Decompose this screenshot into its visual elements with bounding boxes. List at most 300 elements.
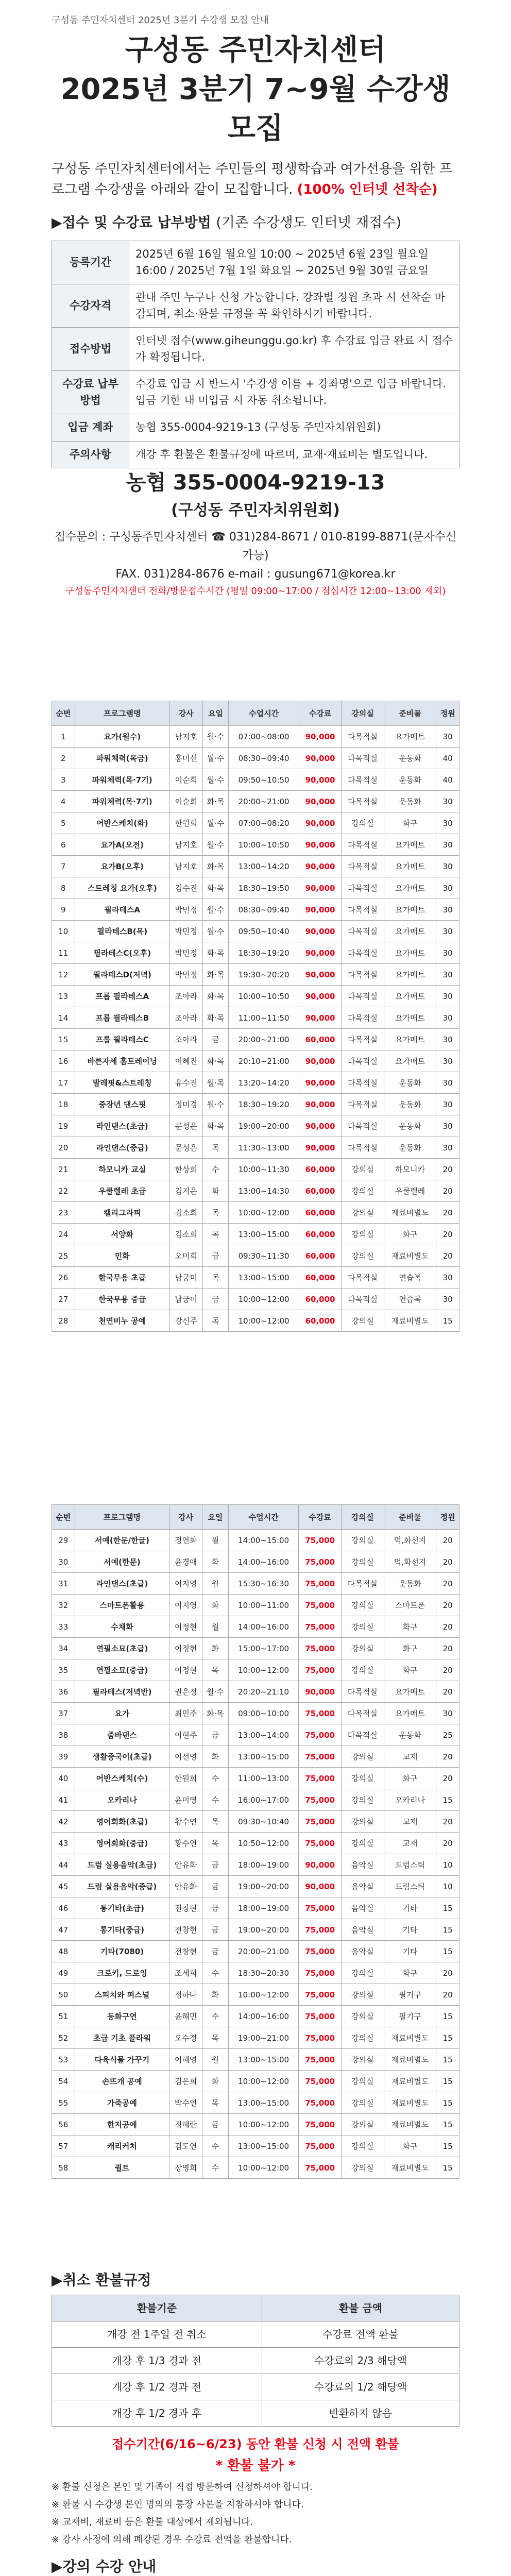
table-row <box>52 942 459 964</box>
table-cell: 금 <box>202 1897 228 1919</box>
table-cell: 20 <box>436 1530 459 1551</box>
table-cell: 11:00~13:00 <box>228 1768 299 1789</box>
table-cell: 드럼 실용음악(중급) <box>75 1876 169 1897</box>
column-header: 준비물 <box>384 1505 436 1530</box>
table-cell: 화구 <box>384 1962 436 1984</box>
table-cell: 20 <box>436 1616 459 1638</box>
intro-red: (100% 인터넷 선착순) <box>297 182 438 197</box>
table-cell: 30 <box>436 1072 459 1094</box>
table-cell: 10:00~12:00 <box>228 1659 299 1681</box>
table-cell: 김도연 <box>169 2136 202 2157</box>
table-cell: 11:30~13:00 <box>229 1137 299 1159</box>
table-cell: 이혜영 <box>169 2049 202 2071</box>
table-cell: 수 <box>202 1962 228 1984</box>
table-cell: 초급 기초 플라워 <box>75 2027 169 2049</box>
table-row <box>52 1224 459 1245</box>
table-cell: 요가(월수) <box>75 726 169 748</box>
table-cell: 어반스케치(수) <box>75 1768 169 1789</box>
table-cell: 32 <box>52 1595 75 1616</box>
refund-row <box>52 2321 459 2348</box>
table-cell: 재료비별도 <box>384 2114 436 2136</box>
table-cell: 운동화 <box>384 769 436 791</box>
bank-account: 농협 355-0004-9219-13 <box>126 471 385 495</box>
table-row <box>52 1180 459 1202</box>
table-cell: 09:50~10:50 <box>229 769 299 791</box>
table-cell: 75,000 <box>299 2027 342 2049</box>
table-cell: 정혜란 <box>169 2114 202 2136</box>
table-cell: 19:00~20:00 <box>228 1876 299 1897</box>
table-cell: 화 <box>202 1595 228 1616</box>
table-cell: 어반스케치(화) <box>75 812 169 834</box>
refund-cell: 개강 후 1/2 경과 후 <box>52 2400 262 2427</box>
table-cell: 다목적실 <box>342 877 384 899</box>
table-cell: 15 <box>436 2006 459 2027</box>
table-cell: 10:50~12:00 <box>228 1833 299 1854</box>
table-cell: 다목적실 <box>341 1724 384 1746</box>
table-cell: 안유화 <box>169 1876 202 1897</box>
table-cell: 화·목 <box>202 856 229 877</box>
table-cell: 수 <box>202 1768 228 1789</box>
table-cell: 14:00~15:00 <box>228 1530 299 1551</box>
table-cell: 요가B(오후) <box>75 856 169 877</box>
table-cell: 30 <box>436 726 459 748</box>
info-value: 농협 355-0004-9219-13 (구성동 주민자치위원회) <box>129 414 459 442</box>
table-cell: 75,000 <box>299 2136 342 2157</box>
column-header: 프로그램명 <box>75 1505 169 1530</box>
table-cell: 40 <box>436 769 459 791</box>
table-cell: 다목적실 <box>342 921 384 942</box>
table-cell: 화·목 <box>202 942 229 964</box>
table-cell: 스피치와 퍼스널 <box>75 1984 169 2006</box>
info-label: 등록기간 <box>52 241 129 284</box>
table-cell: 남궁미 <box>169 1289 202 1310</box>
table-cell: 강의실 <box>341 1811 384 1833</box>
table-row <box>52 1202 459 1224</box>
table-cell: 월·수 <box>202 726 229 748</box>
table-cell: 52 <box>52 2027 75 2049</box>
section-title <box>52 211 459 231</box>
table-cell: 강의실 <box>342 1310 384 1332</box>
table-cell: 서예(한문) <box>75 1551 169 1573</box>
table-cell: 20 <box>436 1245 459 1267</box>
table-cell: 10 <box>52 921 75 942</box>
table-cell: 10:00~10:50 <box>229 834 299 856</box>
table-cell: 발레핏&스트레칭 <box>75 1072 169 1094</box>
table-cell: 강의실 <box>341 2071 384 2092</box>
info-value: 관내 주민 누구나 신청 가능합니다. 강좌별 정원 초과 시 선착순 마감되며, 취소·환불 규정을 꼭 확인하시기 바랍니다. <box>129 284 459 328</box>
table-cell: 오수정 <box>169 2027 202 2049</box>
table-row <box>52 812 459 834</box>
table-cell: 30 <box>436 1007 459 1029</box>
table-row <box>52 1007 459 1029</box>
table-cell: 목 <box>202 1310 229 1332</box>
table-cell: 캘리그라피 <box>75 1202 169 1224</box>
table-cell: 박민정 <box>169 899 202 921</box>
table-cell: 13:00~15:00 <box>228 1746 299 1768</box>
table-cell: 하모니카 <box>384 1159 436 1180</box>
table-cell: 김은희 <box>169 2071 202 2092</box>
table-cell: 화·목 <box>202 877 229 899</box>
table-cell: 다목적실 <box>341 1681 384 1703</box>
table-row <box>52 1638 459 1659</box>
table-cell: 08:30~09:40 <box>229 748 299 769</box>
table-cell: 홍미선 <box>169 748 202 769</box>
table-cell: 15 <box>436 2157 459 2179</box>
table-cell: 60,000 <box>299 1202 341 1224</box>
table-cell: 재료비별도 <box>384 1245 436 1267</box>
table-cell: 화 <box>202 1984 228 2006</box>
table-cell: 15 <box>52 1029 75 1050</box>
table-cell: 연필소묘(중급) <box>75 1659 169 1681</box>
table-cell: 이정현 <box>169 1659 202 1681</box>
table-cell: 강의실 <box>342 1224 384 1245</box>
table-cell: 20:00~21:00 <box>229 791 299 812</box>
column-header: 강사 <box>169 701 202 726</box>
table-cell: 재료비별도 <box>384 2071 436 2092</box>
table-cell: 90,000 <box>299 1007 341 1029</box>
table-cell: 14:00~16:00 <box>228 1551 299 1573</box>
table-cell: 17 <box>52 1072 75 1094</box>
table-cell: 목 <box>202 1811 228 1833</box>
table-cell: 손뜨개 공예 <box>75 2071 169 2092</box>
table-cell: 월 <box>202 1530 228 1551</box>
table-cell: 90,000 <box>299 964 341 986</box>
table-cell: 중장년 댄스핏 <box>75 1094 169 1115</box>
table-cell: 46 <box>52 1897 75 1919</box>
table-cell: 재료비별도 <box>384 1202 436 1224</box>
table-cell: 14:00~16:00 <box>228 1616 299 1638</box>
table-cell: 화구 <box>384 1224 436 1245</box>
table-cell: 90,000 <box>299 1115 341 1137</box>
table-cell: 다목적실 <box>342 964 384 986</box>
table-cell: 안유화 <box>169 1854 202 1876</box>
table-row <box>52 1310 459 1332</box>
table-cell: 30 <box>52 1551 75 1573</box>
table-cell: 22 <box>52 1180 75 1202</box>
table-cell: 우쿨렐레 <box>384 1180 436 1202</box>
table-cell: 07:00~08:20 <box>229 812 299 834</box>
contact-line1: 접수문의 : 구성동주민자치센터 ☎ 031)284-8671 / 010-8199-8871(문자수신가능) <box>54 531 457 562</box>
table-cell: 90,000 <box>299 877 341 899</box>
table-cell: 요가매트 <box>384 877 436 899</box>
table-cell: 15 <box>436 2027 459 2049</box>
table-cell: 30 <box>436 986 459 1007</box>
column-header: 준비물 <box>384 701 436 726</box>
intro-lead: 구성동 주민자치센터에서는 주민들의 평생학습과 여가선용을 위한 프로그램 수강생을 아래와 같이 모집합니다. <box>52 161 452 197</box>
table-cell: 13:20~14:20 <box>229 1072 299 1094</box>
refund-note: ※ 환불 시 수강생 본인 명의의 통장 사본을 지참하셔야 합니다. <box>52 2499 304 2510</box>
table-cell: 30 <box>436 856 459 877</box>
table-cell: 남지호 <box>169 856 202 877</box>
table-cell: 월·수 <box>202 812 229 834</box>
table-cell: 20 <box>436 1811 459 1833</box>
table-cell: 요가매트 <box>384 986 436 1007</box>
table-cell: 09:00~10:00 <box>228 1703 299 1724</box>
table-cell: 화 <box>202 1180 229 1202</box>
table-cell: 음악실 <box>341 1897 384 1919</box>
info-label: 수강료 납부방법 <box>52 371 129 414</box>
table-cell: 3 <box>52 769 75 791</box>
table-cell: 수 <box>202 2136 228 2157</box>
table-cell: 14:00~16:00 <box>228 2006 299 2027</box>
table-cell: 7 <box>52 856 75 877</box>
info-row <box>52 328 459 371</box>
table-cell: 생활중국어(초급) <box>75 1746 169 1768</box>
table-cell: 이선영 <box>169 1746 202 1768</box>
table-cell: 15 <box>436 1941 459 1962</box>
table-cell: 통기타(중급) <box>75 1919 169 1941</box>
table-row <box>52 921 459 942</box>
table-cell: 이지영 <box>169 1573 202 1595</box>
table-cell: 15:00~17:00 <box>228 1638 299 1659</box>
table-cell: 전창현 <box>169 1897 202 1919</box>
table-cell: 강의실 <box>341 1530 384 1551</box>
table-cell: 21 <box>52 1159 75 1180</box>
table-cell: 10 <box>436 1876 459 1897</box>
table-cell: 서양화 <box>75 1224 169 1245</box>
table-cell: 유수진 <box>169 1072 202 1094</box>
table-cell: 75,000 <box>299 1638 342 1659</box>
table-cell: 90,000 <box>299 748 341 769</box>
table-cell: 15 <box>436 2136 459 2157</box>
table-cell: 드럼스틱 <box>384 1876 436 1897</box>
table-cell: 화·목 <box>202 986 229 1007</box>
bank-owner: (구성동 주민자치위원회) <box>171 501 340 519</box>
table-row <box>52 1984 459 2006</box>
table-cell: 15 <box>436 2092 459 2114</box>
table-cell: 20 <box>436 1659 459 1681</box>
table-cell: 75,000 <box>299 1789 342 1811</box>
column-header: 수업시간 <box>228 1505 299 1530</box>
table-cell: 재료비별도 <box>384 2157 436 2179</box>
course-table-2-section <box>0 1484 511 2257</box>
table-cell: 75,000 <box>299 2049 342 2071</box>
refund-table <box>52 2295 459 2427</box>
table-cell: 16 <box>52 1050 75 1072</box>
table-cell: 남지호 <box>169 834 202 856</box>
table-cell: 월·수 <box>202 834 229 856</box>
table-cell: 15:30~16:30 <box>228 1573 299 1595</box>
table-cell: 09:50~10:40 <box>229 921 299 942</box>
table-cell: 24 <box>52 1224 75 1245</box>
table-row <box>52 2071 459 2092</box>
course-table-1-section <box>0 680 511 1484</box>
table-cell: 다목적실 <box>342 1094 384 1115</box>
table-cell: 30 <box>436 899 459 921</box>
table-cell: 이정현 <box>169 1638 202 1659</box>
column-header: 요일 <box>202 1505 228 1530</box>
table-cell: 11:00~11:50 <box>229 1007 299 1029</box>
table-cell: 필라테스B(목) <box>75 921 169 942</box>
table-cell: 화 <box>202 1746 228 1768</box>
table-cell: 10:00~12:00 <box>229 1310 299 1332</box>
table-row <box>52 1551 459 1573</box>
table-cell: 파워체력(목·7기) <box>75 791 169 812</box>
table-cell: 20 <box>436 1984 459 2006</box>
column-header: 강사 <box>169 1505 202 1530</box>
table-cell: 다목적실 <box>342 726 384 748</box>
table-row <box>52 1137 459 1159</box>
table-cell: 연습복 <box>384 1289 436 1310</box>
table-cell: 35 <box>52 1659 75 1681</box>
table-cell: 51 <box>52 2006 75 2027</box>
table-cell: 목 <box>202 1224 229 1245</box>
refund-notes <box>52 2479 459 2548</box>
table-cell: 30 <box>436 791 459 812</box>
table-cell: 요가매트 <box>384 834 436 856</box>
table-cell: 13:00~15:00 <box>229 1224 299 1245</box>
table-cell: 75,000 <box>299 2157 342 2179</box>
table-cell: 운동화 <box>384 1573 436 1595</box>
refund-note: ※ 강사 사정에 의해 폐강된 경우 수강료 전액을 환불합니다. <box>52 2534 292 2545</box>
table-cell: 금 <box>202 2114 228 2136</box>
table-cell: 강의실 <box>341 1962 384 1984</box>
column-header: 수업시간 <box>229 701 299 726</box>
info-table <box>52 241 459 468</box>
table-cell: 18:30~19:50 <box>229 877 299 899</box>
table-cell: 1 <box>52 726 75 748</box>
table-cell: 강의실 <box>341 2136 384 2157</box>
table-cell: 90,000 <box>299 899 341 921</box>
table-cell: 90,000 <box>299 986 341 1007</box>
refund-cell: 개강 후 1/2 경과 전 <box>52 2374 262 2400</box>
table-cell: 필라테스D(저녁) <box>75 964 169 986</box>
table-cell: 40 <box>436 748 459 769</box>
table-cell: 화·목 <box>202 1115 229 1137</box>
table-cell: 90,000 <box>299 791 341 812</box>
table-cell: 화·목 <box>202 1703 228 1724</box>
table-cell: 23 <box>52 1202 75 1224</box>
table-row <box>52 2157 459 2179</box>
column-header: 정원 <box>436 701 459 726</box>
refund-note: ※ 교재비, 재료비 등은 환불 대상에서 제외됩니다. <box>52 2517 253 2528</box>
course-table-1 <box>52 701 459 1332</box>
table-cell: 강의실 <box>341 1833 384 1854</box>
refund-note: ※ 환불 신청은 본인 및 가족이 직접 방문하여 신청하셔야 합니다. <box>52 2482 313 2493</box>
table-cell: 25 <box>436 1724 459 1746</box>
table-cell: 75,000 <box>299 1941 342 1962</box>
table-cell: 60,000 <box>299 1310 341 1332</box>
table-cell: 필기구 <box>384 2006 436 2027</box>
table-cell: 10:00~12:00 <box>228 2157 299 2179</box>
table-cell: 한지공예 <box>75 2114 169 2136</box>
contact-line2: FAX. 031)284-8676 e-mail : gusung671@korea.kr <box>115 568 396 581</box>
table-cell: 19 <box>52 1115 75 1137</box>
table-cell: 운동화 <box>384 1072 436 1094</box>
table-cell: 서예(한문/한글) <box>75 1530 169 1551</box>
table-cell: 75,000 <box>299 1573 342 1595</box>
table-cell: 장명희 <box>169 2157 202 2179</box>
table-cell: 금 <box>202 1724 228 1746</box>
table-row <box>52 1681 459 1703</box>
column-header: 프로그램명 <box>75 701 169 726</box>
table-cell: 강의실 <box>341 1551 384 1573</box>
table-row <box>52 726 459 748</box>
table-cell: 이현주 <box>169 1724 202 1746</box>
table-cell: 20 <box>436 1681 459 1703</box>
table-cell: 강의실 <box>341 2006 384 2027</box>
table-cell: 75,000 <box>299 1530 342 1551</box>
table-cell: 한원희 <box>169 812 202 834</box>
info-value: 2025년 6월 16일 월요일 10:00 ~ 2025년 6월 23일 월요일 16:00 / 2025년 7월 1일 화요일 ~ 2025년 9월 30일 금요일 <box>129 241 459 284</box>
table-cell: 금 <box>202 1919 228 1941</box>
table-row <box>52 1115 459 1137</box>
table-row <box>52 1919 459 1941</box>
table-cell: 한국무용 중급 <box>75 1289 169 1310</box>
table-cell: 요가매트 <box>384 942 436 964</box>
refund-row <box>52 2374 459 2400</box>
table-cell: 월·수 <box>202 748 229 769</box>
table-cell: 90,000 <box>299 856 341 877</box>
table-cell: 화·목 <box>202 791 229 812</box>
table-cell: 이혜진 <box>169 1050 202 1072</box>
table-cell: 조아라 <box>169 986 202 1007</box>
refund-row <box>52 2400 459 2427</box>
table-cell: 조아라 <box>169 1029 202 1050</box>
table-cell: 다목적실 <box>342 1289 384 1310</box>
table-cell: 수 <box>202 2157 228 2179</box>
refund-row <box>52 2348 459 2374</box>
table-cell: 50 <box>52 1984 75 2006</box>
table-cell: 요가매트 <box>384 964 436 986</box>
table-cell: 다목적실 <box>342 899 384 921</box>
table-cell: 25 <box>52 1245 75 1267</box>
column-header: 순번 <box>52 701 75 726</box>
table-cell: 스트레칭 요가(오후) <box>75 877 169 899</box>
table-cell: 13:00~15:00 <box>229 1267 299 1289</box>
table-cell: 강신주 <box>169 1310 202 1332</box>
table-cell: 화구 <box>384 1638 436 1659</box>
table-cell: 전창현 <box>169 1919 202 1941</box>
table-cell: 10:00~11:30 <box>229 1159 299 1180</box>
table-cell: 화 <box>202 1551 228 1573</box>
table-cell: 조세희 <box>169 1962 202 1984</box>
table-cell: 수 <box>202 1159 229 1180</box>
table-cell: 요가매트 <box>384 1050 436 1072</box>
table-cell: 75,000 <box>299 2006 342 2027</box>
table-cell: 60,000 <box>299 1289 341 1310</box>
table-cell: 드럼스틱 <box>384 1854 436 1876</box>
table-cell: 월·수 <box>202 1094 229 1115</box>
table-cell: 4 <box>52 791 75 812</box>
table-cell: 90,000 <box>299 921 341 942</box>
table-cell: 운동화 <box>384 1094 436 1115</box>
table-row <box>52 1029 459 1050</box>
table-cell: 75,000 <box>299 1746 342 1768</box>
table-cell: 75,000 <box>299 1811 342 1833</box>
table-cell: 줌바댄스 <box>75 1724 169 1746</box>
table-cell: 75,000 <box>299 1703 342 1724</box>
table-cell: 90,000 <box>299 1854 342 1876</box>
info-row <box>52 284 459 328</box>
table-row <box>52 899 459 921</box>
table-cell: 45 <box>52 1876 75 1897</box>
table-cell: 프롭 필라테스A <box>75 986 169 1007</box>
table-cell: 10:00~12:00 <box>229 1202 299 1224</box>
table-cell: 교재 <box>384 1746 436 1768</box>
table-row <box>52 1659 459 1681</box>
table-cell: 재료비별도 <box>384 2092 436 2114</box>
info-label: 접수방법 <box>52 328 129 371</box>
table-cell: 15 <box>436 2114 459 2136</box>
table-row <box>52 1267 459 1289</box>
table-cell: 박민정 <box>169 964 202 986</box>
refund-header: 환불기준 <box>52 2295 262 2321</box>
table-cell: 58 <box>52 2157 75 2179</box>
table-cell: 한국무용 초급 <box>75 1267 169 1289</box>
table-cell: 33 <box>52 1616 75 1638</box>
table-cell: 연습복 <box>384 1267 436 1289</box>
